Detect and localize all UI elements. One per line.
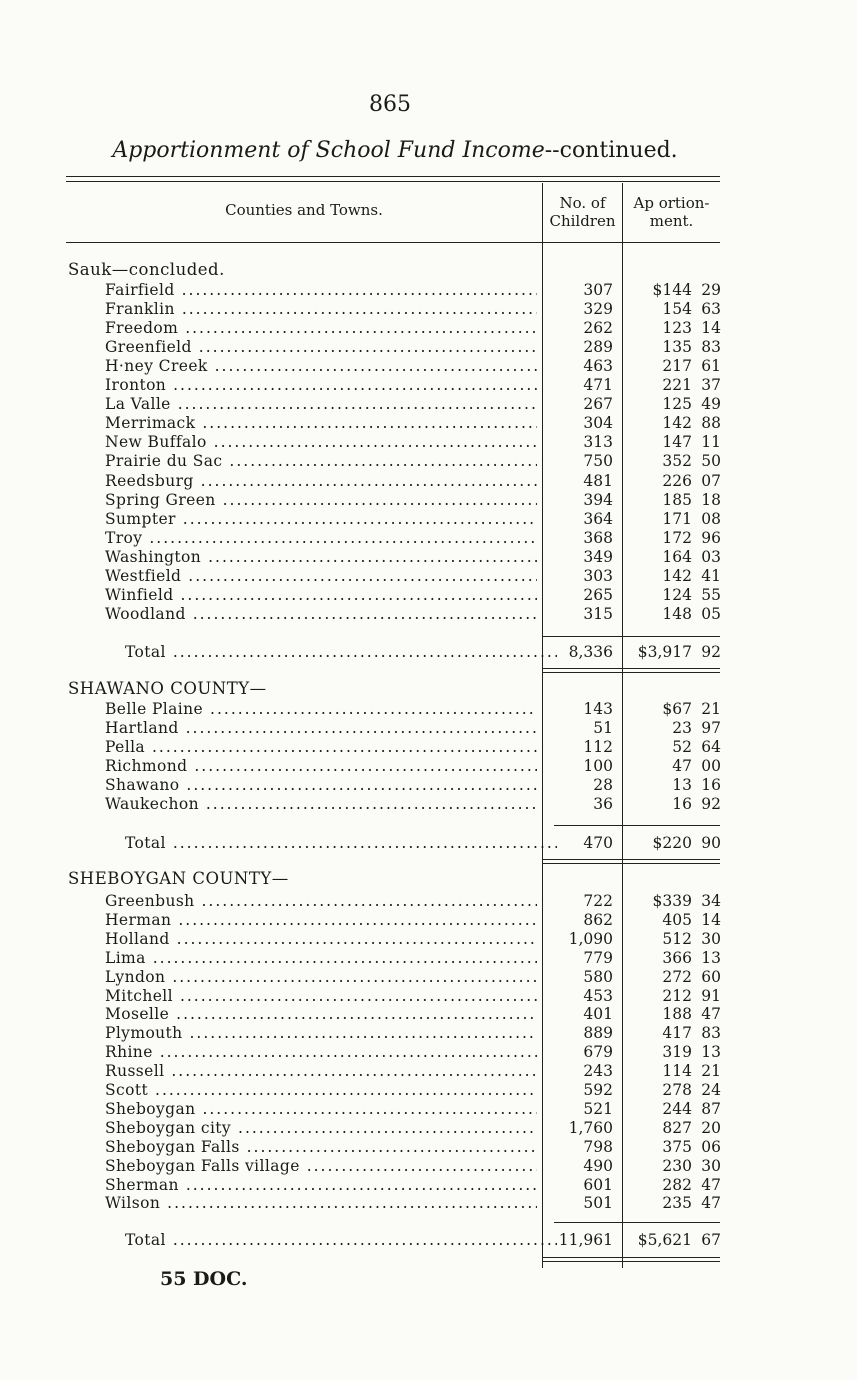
town-name: Rhine ..... [105, 1043, 537, 1062]
apportionment-dollars: 123 [662, 319, 692, 338]
town-name: Holland ..... [105, 930, 537, 949]
table-row [0, 548, 857, 567]
apportionment-dollars: 47 [672, 757, 692, 775]
town-name: La Valle ..... [105, 395, 537, 414]
apportionment-cents: 11 [701, 433, 721, 452]
table-row [0, 510, 857, 529]
table-row [0, 586, 857, 605]
column-header-apportionment-line2: ment. [649, 212, 694, 230]
children-count: 889 [583, 1024, 613, 1043]
page-number: 865 [369, 92, 411, 117]
column-header-towns: Counties and Towns. [225, 201, 383, 219]
children-count: 490 [583, 1156, 613, 1175]
table-row [0, 395, 857, 414]
apportionment-cents: 63 [701, 300, 721, 319]
sheboygan-total-children: 11,961 [558, 1231, 613, 1249]
sauk-total-top-rule [542, 636, 720, 637]
town-name: Pella ..... [105, 738, 537, 757]
shawano-total-dollars: $220 [652, 834, 692, 852]
children-count: 592 [583, 1081, 613, 1099]
apportionment-dollars: $67 [662, 700, 692, 718]
apportionment-dollars: 366 [662, 948, 692, 967]
children-count: 315 [583, 604, 613, 623]
apportionment-dollars: 235 [662, 1194, 692, 1213]
sauk-total-children: 8,336 [568, 643, 613, 661]
apportionment-cents: 87 [701, 1099, 721, 1118]
town-name: Freedom ..... [105, 319, 537, 338]
shawano-total-row [0, 834, 857, 853]
table-row [0, 472, 857, 491]
children-count: 100 [583, 757, 613, 775]
apportionment-cents: 83 [701, 338, 721, 357]
children-count: 471 [583, 376, 613, 395]
children-count: 394 [583, 490, 613, 509]
sheboygan-total-bottom-rule-2 [542, 1261, 720, 1262]
children-count: 289 [583, 338, 613, 357]
apportionment-cents: 13 [701, 948, 721, 967]
apportionment-dollars: 147 [662, 433, 692, 452]
table-row [0, 987, 857, 1006]
apportionment-dollars: 827 [662, 1118, 692, 1137]
apportionment-cents: 34 [701, 892, 721, 910]
shawano-total-label: Total ..... [125, 834, 557, 853]
children-count: 304 [583, 414, 613, 433]
town-name: Sherman ..... [105, 1176, 537, 1195]
table-row [0, 776, 857, 795]
children-count: 679 [583, 1043, 613, 1062]
town-name: Richmond ..... [105, 757, 537, 776]
apportionment-cents: 50 [701, 452, 721, 471]
apportionment-cents: 49 [701, 395, 721, 414]
sheboygan-total-bottom-rule-1 [542, 1257, 720, 1258]
apportionment-cents: 18 [701, 490, 721, 509]
town-name: Sheboygan city ..... [105, 1119, 537, 1138]
apportionment-dollars: 185 [662, 490, 692, 509]
town-name: H·ney Creek ..... [105, 357, 537, 376]
table-row [0, 300, 857, 319]
apportionment-cents: 14 [701, 910, 721, 929]
town-name: New Buffalo ..... [105, 433, 537, 452]
sheboygan-total-cents: 67 [701, 1231, 721, 1249]
apportionment-dollars: 124 [662, 585, 692, 604]
apportionment-dollars: 13 [672, 776, 692, 794]
section-heading-sheboygan: SHEBOYGAN COUNTY— [68, 869, 289, 888]
apportionment-dollars: 512 [662, 929, 692, 948]
table-row [0, 757, 857, 776]
apportionment-cents: 60 [701, 967, 721, 986]
section-heading-shawano: SHAWANO COUNTY— [68, 679, 267, 698]
table-row [0, 529, 857, 548]
town-name: Scott ..... [105, 1081, 537, 1100]
apportionment-dollars: 125 [662, 395, 692, 414]
children-count: 1,090 [568, 929, 613, 948]
apportionment-dollars: 282 [662, 1175, 692, 1194]
apportionment-dollars: 272 [662, 967, 692, 986]
apportionment-dollars: 278 [662, 1081, 692, 1099]
apportionment-dollars: 142 [662, 566, 692, 585]
children-count: 243 [583, 1062, 613, 1081]
apportionment-cents: 03 [701, 547, 721, 566]
table-row [0, 949, 857, 968]
apportionment-dollars: 405 [662, 910, 692, 929]
children-count: 779 [583, 948, 613, 967]
apportionment-cents: 13 [701, 1043, 721, 1062]
children-count: 368 [583, 528, 613, 547]
shawano-total-bottom-rule-1 [542, 859, 720, 860]
children-count: 1,760 [568, 1118, 613, 1137]
sheboygan-total-label: Total ..... [125, 1231, 557, 1250]
table-row [0, 1005, 857, 1024]
apportionment-dollars: 135 [662, 338, 692, 357]
apportionment-cents: 06 [701, 1137, 721, 1156]
table-row [0, 376, 857, 395]
town-name: Waukechon ..... [105, 795, 537, 814]
children-count: 862 [583, 910, 613, 929]
apportionment-cents: 64 [701, 738, 721, 756]
town-name: Plymouth ..... [105, 1024, 537, 1043]
apportionment-cents: 88 [701, 414, 721, 433]
children-count: 307 [583, 281, 613, 299]
town-name: Reedsburg ..... [105, 472, 537, 491]
children-count: 313 [583, 433, 613, 452]
apportionment-dollars: 172 [662, 528, 692, 547]
apportionment-dollars: 23 [672, 719, 692, 737]
table-row [0, 719, 857, 738]
apportionment-dollars: 319 [662, 1043, 692, 1062]
town-name: Winfield ..... [105, 586, 537, 605]
sheboygan-total-dollars: $5,621 [637, 1231, 692, 1249]
town-name: Washington ..... [105, 548, 537, 567]
apportionment-cents: 37 [701, 376, 721, 395]
apportionment-cents: 47 [701, 1005, 721, 1024]
town-name: Sumpter ..... [105, 510, 537, 529]
column-header-children [543, 194, 622, 230]
sheboygan-total-top-rule [554, 1222, 720, 1223]
apportionment-cents: 08 [701, 509, 721, 528]
table-row [0, 1062, 857, 1081]
apportionment-cents: 91 [701, 986, 721, 1005]
children-count: 501 [583, 1194, 613, 1213]
table-row [0, 1194, 857, 1213]
apportionment-dollars: $339 [652, 892, 692, 910]
town-name: Wilson ..... [105, 1194, 537, 1213]
table-row [0, 433, 857, 452]
town-name: Lyndon ..... [105, 968, 537, 987]
children-count: 143 [583, 700, 613, 718]
apportionment-dollars: 230 [662, 1156, 692, 1175]
table-row [0, 452, 857, 471]
apportionment-dollars: 212 [662, 986, 692, 1005]
town-name: Russell ..... [105, 1062, 537, 1081]
children-count: 481 [583, 471, 613, 490]
children-count: 798 [583, 1137, 613, 1156]
children-count: 51 [593, 719, 613, 737]
table-row [0, 605, 857, 624]
table-row [0, 414, 857, 433]
shawano-total-cents: 90 [701, 834, 721, 852]
apportionment-dollars: $144 [652, 281, 692, 299]
town-name: Westfield ..... [105, 567, 537, 586]
apportionment-cents: 20 [701, 1118, 721, 1137]
apportionment-cents: 47 [701, 1175, 721, 1194]
apportionment-cents: 05 [701, 604, 721, 623]
apportionment-cents: 21 [701, 1062, 721, 1081]
apportionment-cents: 55 [701, 585, 721, 604]
children-count: 36 [593, 795, 613, 813]
column-header-children-line2: Children [549, 212, 616, 230]
town-name: Greenfield ..... [105, 338, 537, 357]
apportionment-cents: 41 [701, 566, 721, 585]
table-row [0, 795, 857, 814]
apportionment-cents: 00 [701, 757, 721, 775]
table-row [0, 930, 857, 949]
table-row [0, 1024, 857, 1043]
children-count: 112 [583, 738, 613, 756]
shawano-total-top-rule [554, 825, 720, 826]
table-row [0, 1081, 857, 1100]
children-count: 28 [593, 776, 613, 794]
sauk-total-label: Total ..... [125, 643, 557, 662]
table-row [0, 1138, 857, 1157]
apportionment-dollars: 217 [662, 357, 692, 376]
children-count: 750 [583, 452, 613, 471]
apportionment-dollars: 352 [662, 452, 692, 471]
town-name: Spring Green ..... [105, 491, 537, 510]
apportionment-dollars: 52 [672, 738, 692, 756]
town-name: Sheboygan Falls village ..... [105, 1157, 537, 1176]
apportionment-dollars: 221 [662, 376, 692, 395]
table-row [0, 1157, 857, 1176]
town-name: Sheboygan ..... [105, 1100, 537, 1119]
apportionment-cents: 16 [701, 776, 721, 794]
table-row [0, 911, 857, 930]
children-count: 601 [583, 1175, 613, 1194]
section-heading-sauk: Sauk—concluded. [68, 260, 225, 279]
table-row [0, 968, 857, 987]
shawano-total-bottom-rule-2 [542, 863, 720, 864]
table-row [0, 892, 857, 911]
apportionment-dollars: 154 [662, 300, 692, 319]
children-count: 265 [583, 585, 613, 604]
town-name: Greenbush ..... [105, 892, 537, 911]
children-count: 521 [583, 1099, 613, 1118]
apportionment-cents: 07 [701, 471, 721, 490]
apportionment-dollars: 142 [662, 414, 692, 433]
apportionment-dollars: 244 [662, 1099, 692, 1118]
children-count: 722 [583, 892, 613, 910]
top-rule-2 [66, 181, 720, 182]
children-count: 463 [583, 357, 613, 376]
apportionment-cents: 29 [701, 281, 721, 299]
apportionment-cents: 96 [701, 528, 721, 547]
town-name: Shawano ..... [105, 776, 537, 795]
apportionment-cents: 24 [701, 1081, 721, 1099]
table-row [0, 338, 857, 357]
shawano-total-children: 470 [583, 834, 613, 852]
apportionment-cents: 30 [701, 1156, 721, 1175]
apportionment-dollars: 417 [662, 1024, 692, 1043]
children-count: 580 [583, 967, 613, 986]
sauk-total-bottom-rule-1 [542, 668, 720, 669]
table-row [0, 1043, 857, 1062]
table-row [0, 1176, 857, 1195]
table-row [0, 319, 857, 338]
table-row [0, 1119, 857, 1138]
column-header-children-line1: No. of [559, 194, 606, 212]
sheboygan-total-row [0, 1231, 857, 1250]
town-name: Lima ..... [105, 949, 537, 968]
children-count: 267 [583, 395, 613, 414]
sauk-total-cents: 92 [701, 643, 721, 661]
footer-signature: 55 DOC. [160, 1268, 248, 1290]
sauk-total-dollars: $3,917 [637, 643, 692, 661]
table-row [0, 700, 857, 719]
town-name: Moselle ..... [105, 1005, 537, 1024]
town-name: Belle Plaine ..... [105, 700, 537, 719]
children-count: 349 [583, 547, 613, 566]
town-name: Hartland ..... [105, 719, 537, 738]
apportionment-dollars: 114 [662, 1062, 692, 1081]
town-name: Troy ..... [105, 529, 537, 548]
apportionment-cents: 92 [701, 795, 721, 813]
apportionment-cents: 14 [701, 319, 721, 338]
apportionment-dollars: 171 [662, 509, 692, 528]
apportionment-cents: 30 [701, 929, 721, 948]
table-row [0, 491, 857, 510]
apportionment-cents: 21 [701, 700, 721, 718]
table-row [0, 567, 857, 586]
town-name: Herman ..... [105, 911, 537, 930]
table-row [0, 357, 857, 376]
apportionment-dollars: 226 [662, 471, 692, 490]
children-count: 303 [583, 566, 613, 585]
town-name: Prairie du Sac ..... [105, 452, 537, 471]
table-row [0, 738, 857, 757]
apportionment-dollars: 375 [662, 1137, 692, 1156]
apportionment-cents: 97 [701, 719, 721, 737]
town-name: Fairfield ..... [105, 281, 537, 300]
children-count: 453 [583, 986, 613, 1005]
title-continued: --continued. [544, 138, 678, 163]
apportionment-cents: 61 [701, 357, 721, 376]
column-header-apportionment [623, 194, 720, 230]
table-row [0, 281, 857, 300]
town-name: Sheboygan Falls ..... [105, 1138, 537, 1157]
apportionment-dollars: 164 [662, 547, 692, 566]
town-name: Ironton ..... [105, 376, 537, 395]
page-title [0, 138, 790, 163]
apportionment-cents: 47 [701, 1194, 721, 1213]
sauk-total-row [0, 643, 857, 662]
apportionment-dollars: 148 [662, 604, 692, 623]
town-name: Woodland ..... [105, 605, 537, 624]
town-name: Merrimack ..... [105, 414, 537, 433]
town-name: Franklin ..... [105, 300, 537, 319]
town-name: Mitchell ..... [105, 987, 537, 1006]
children-count: 401 [583, 1005, 613, 1024]
children-count: 262 [583, 319, 613, 338]
column-header-apportionment-line1: Ap ortion- [633, 194, 710, 212]
children-count: 364 [583, 509, 613, 528]
apportionment-dollars: 188 [662, 1005, 692, 1024]
children-count: 329 [583, 300, 613, 319]
apportionment-cents: 83 [701, 1024, 721, 1043]
top-rule-1 [66, 176, 720, 177]
sauk-total-bottom-rule-2 [542, 672, 720, 673]
title-italic: Apportionment of School Fund Income [112, 138, 545, 163]
table-row [0, 1100, 857, 1119]
apportionment-dollars: 16 [672, 795, 692, 813]
